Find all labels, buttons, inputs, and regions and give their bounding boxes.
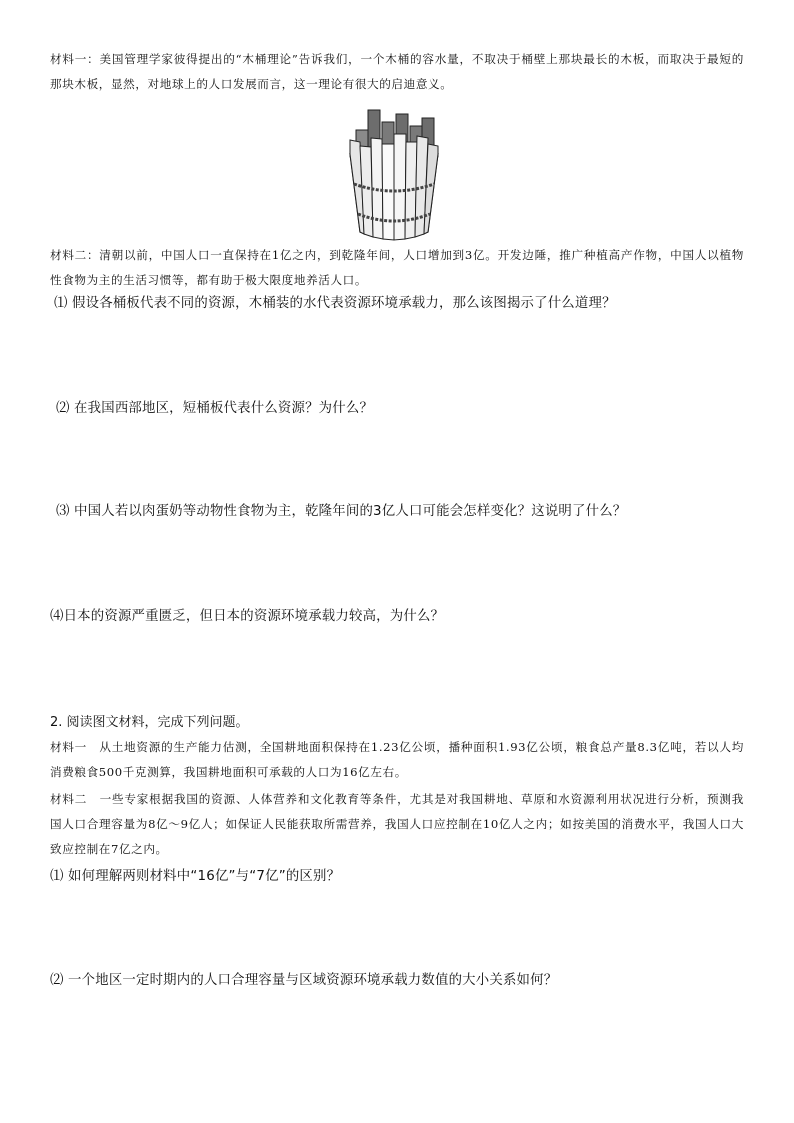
question-1-2: ⑵ 在我国西部地区，短桶板代表什么资源？为什么？ [56,401,374,416]
bucket-icon [338,104,450,242]
question-1-1: ⑴ 假设各桶板代表不同的资源，木桶装的水代表资源环境承载力，那么该图揭示了什么道理？ [54,296,616,311]
question-2-2: ⑵ 一个地区一定时期内的人口合理容量与区域资源环境承载力数值的大小关系如何？ [50,973,558,988]
section-2-material-1: 材料一 从土地资源的生产能力估测，全国耕地面积保持在1.23亿公顷，播种面积1.93亿公顷，粮食总产量8.3亿吨，若以人均消费粮食500千克测算，我国耕地面积可承载的人口为16亿左右。 [50,740,744,779]
section-2-material-2: 材料二 一些专家根据我国的资源、人体营养和文化教育等条件，尤其是对我国耕地、草原和水资源利用状况进行分析，预测我国人口合理容量为8亿～9亿人；如保证人民能获取所需营养，我国人口应控制在10亿人之内；如按美国的消费水平，我国人口大致应控制在7亿之内。 [50,792,744,856]
question-1-4: ⑷日本的资源严重匮乏，但日本的资源环境承载力较高，为什么？ [50,609,445,624]
question-1-3: ⑶ 中国人若以肉蛋奶等动物性食物为主，乾隆年间的3亿人口可能会怎样变化？这说明了什么？ [56,504,627,519]
wooden-bucket-illustration [338,104,450,242]
material-1-text: 材料一：美国管理学家彼得提出的“木桶理论”告诉我们，一个木桶的容水量，不取决于桶壁上那块最长的木板，而取决于最短的那块木板，显然，对地球上的人口发展而言，这一理论有很大的启迪意义。 [50,52,744,91]
material-2-text: 材料二：清朝以前，中国人口一直保持在1亿之内，到乾隆年间，人口增加到3亿。开发边陲，推广种植高产作物，中国人以植物性食物为主的生活习惯等，都有助于极大限度地养活人口。 [50,248,744,287]
section-2-title: 2. 阅读图文材料，完成下列问题。 [50,715,249,730]
question-2-1: ⑴ 如何理解两则材料中“16亿”与“7亿”的区别？ [50,869,341,884]
